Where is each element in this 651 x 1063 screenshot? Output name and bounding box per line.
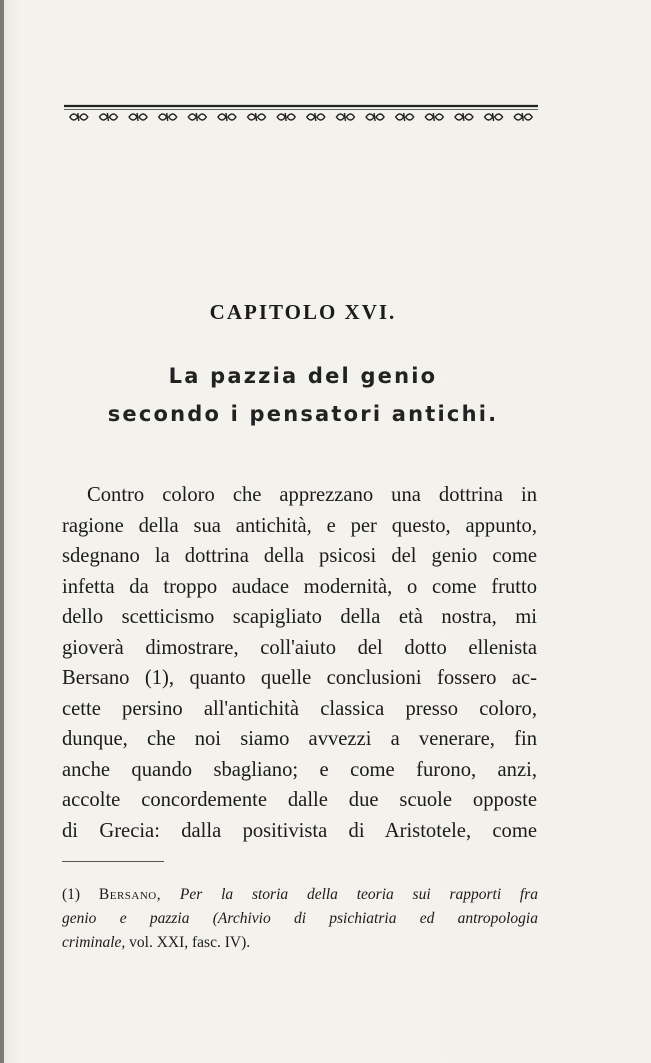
ornament-flourish — [248, 113, 266, 121]
body-line: ragione della sua antichità, e per questo, appunto, — [62, 514, 537, 537]
footnote-line-2: genio e pazzia (Archivio di psichiatria ed antropologia — [62, 910, 538, 927]
ornament-flourish — [514, 113, 532, 121]
footnote-separator — [62, 861, 164, 862]
ornament-flourish — [70, 113, 88, 121]
footnote-title-end: criminale, — [62, 934, 126, 951]
footnote-line-1 — [62, 883, 538, 907]
footnote-marker: (1) — [62, 886, 81, 903]
decorative-header-ornament — [64, 102, 538, 132]
ornament-flourish — [99, 113, 117, 121]
page-binding-edge — [0, 0, 4, 1063]
ornament-flourish — [159, 113, 177, 121]
ornament-flourish — [188, 113, 206, 121]
ornament-flourish — [336, 113, 354, 121]
chapter-title-line-1: La pazzia del genio — [168, 364, 438, 388]
body-line: accolte concordemente dalle due scuole opposte — [62, 789, 537, 811]
ornament-flourish — [307, 113, 325, 121]
footnote-line-3 — [62, 931, 538, 955]
ornament-flourish — [396, 113, 414, 121]
body-line: dunque, che noi siamo avvezzi a venerare, fin — [62, 728, 537, 750]
body-paragraph — [62, 480, 537, 846]
body-line: anche quando sbagliano; e come furono, anzi, — [62, 758, 537, 781]
body-line: gioverà dimostrare, coll'aiuto del dotto ellenista — [62, 636, 537, 659]
ornament-flourish — [277, 113, 295, 121]
ornament-flourish — [218, 113, 236, 121]
body-line: Bersano (1), quanto quelle conclusioni fossero ac- — [62, 667, 537, 689]
footnote-author: Bersano, — [98, 886, 162, 903]
body-line: infetta da troppo audace modernità, o come frutto — [62, 575, 537, 598]
ornament-flourish — [366, 113, 384, 121]
body-line: Contro coloro che apprezzano una dottrina in — [87, 484, 537, 506]
ornament-flourish — [425, 113, 443, 121]
chapter-title-line-2: secondo i pensatori antichi. — [107, 402, 499, 426]
body-line: dello scetticismo scapigliato della età nostra, mi — [62, 606, 537, 628]
ornament-flourish — [455, 113, 473, 121]
body-line: sdegnano la dottrina della psicosi del genio come — [62, 545, 537, 567]
footnote-citation: vol. XXI, fasc. IV). — [129, 934, 251, 951]
body-line: cette persino all'antichità classica presso coloro, — [62, 697, 537, 720]
footnote — [62, 883, 538, 955]
ornament-flourish — [485, 113, 503, 121]
chapter-number: CAPITOLO XVI. — [209, 300, 397, 324]
ornament-flourish — [129, 113, 147, 121]
footnote-title: Per la storia della teoria sui rapporti fra — [179, 886, 539, 903]
body-line: di Grecia: dalla positivista di Aristotele, come — [62, 819, 537, 842]
